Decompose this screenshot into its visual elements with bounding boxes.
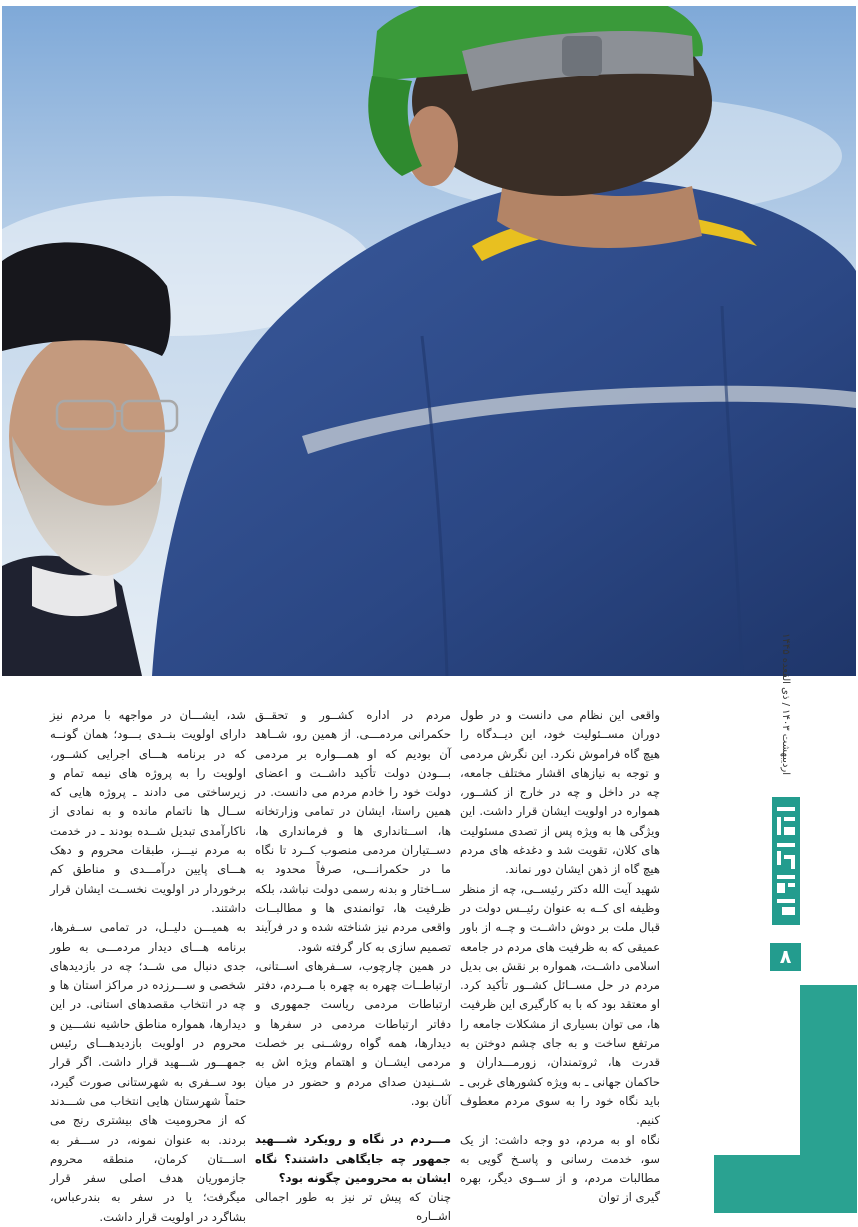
spacer xyxy=(255,1111,451,1130)
interview-question: مـــردم در نگاه و رویکرد شـــهید جمهور چه جایگاهی داشتند؟ نگاه ایشان به محرومین چگونه بود؟ xyxy=(255,1132,451,1185)
issue-date: اردیبهشت ۱۴۰۳ / ذی القعده ۱۴۴۵ xyxy=(780,633,791,775)
corner-decoration-horizontal xyxy=(714,1155,857,1213)
cover-photo xyxy=(2,6,856,676)
paragraph: مردم در اداره کشــور و تحقــق حکمرانی مردمـــی. از همین رو، شــاهد آن بودیم که او همـــواره بر مردمی بـــودن دولت تأکید داشــت و اعضای دولت خود را خادم مردم می دانست. در همین راستا، ایشان در تمامی وزارتخانه ها، اســتانداری ها و فرمانداری ها، دســتیاران مردمی منصوب کــرد تا نگاه ما در حکمرانـــی، صرفاً محدود به ســاختار و بدنه رسمی دولت نباشد، بلکه ظرفیت ها، توانمندی ها و مطالبــات واقعی مردم نیز شناخته شده و در فرآیند تصمیم سازی به کار گرفته شود. xyxy=(255,708,451,954)
paragraph: شد، ایشـــان در مواجهه با مردم نیز دارای اولویت بنــدی بـــود؛ همان گونــه که در برنامه هـــای اجرایی کشــور، اولویت را به پروژه های نیمه تمام و زیرساختی می دادند ـ پروژه هایی که ســال ها ناتمام مانده و به نمادی از ناکارآمدی تبدیل شــده بودند ـ در خدمت به مردم نیـــز، طبقات محروم و دهک هـــای پایین درآمـــدی و مناطق کم برخوردار در اولویت نخســت ایشان قرار داشتند. xyxy=(50,708,246,915)
paragraph: نگاه او به مردم، دو وجه داشت: از یک سو، خدمت رسانی و پاسـخ گویی به مطالبات مردم، و از ســوی دیگر، بهره گیری از توان xyxy=(460,1132,660,1205)
article-column-3 xyxy=(50,706,246,1227)
article-column-2 xyxy=(255,706,451,1227)
paragraph: چنان که پیش تر نیز به طور اجمالی اشــاره xyxy=(255,1190,451,1224)
paragraph: به همیـــن دلیــل، در تمامی ســفرها، برنامه هـــای دیدار مردمـــی به طور جدی دنبال می شــد؛ چه در بازدیدهای شخصی و ســـرزده در مراکز استان ها و چه در انتخاب مقصدهای استانی. در این دیدارها، همواره مناطق حاشیه نشـــین و محروم در اولویت بازدیدهـــای رئیس جمهـــور شـــهید قرار داشت. اگر قرار بود ســفری به شهرستانی صورت گیرد، حتماً شهرستان هایی انتخاب می شـــدند که از محرومیت های بیشتری رنج می بردند. به عنوان نمونه، در ســـفر به اســـتان کرمان، منطقه محروم جازموریان هدف اصلی سفر قرار میگرفت؛ یا در سفر به بندرعباس، بشاگرد در اولویت قرار داشت. xyxy=(50,920,246,1224)
article-column-1 xyxy=(460,706,660,1208)
photo-illustration xyxy=(2,6,856,676)
magazine-logo xyxy=(772,797,800,925)
paragraph: شهید آیت الله دکتر رئیســی، چه از منظر وظیفه ای کــه به عنوان رئیــس دولت در قبال ملت بر دوش داشــت و چــه از باور عمیقی که به ظرفیت های مردم در جامعه اسلامی داشــت، همواره بر نقش بی بدیل مردم در حل مســائل کشــور تأکید کرد. او معتقد بود که با به کارگیری این ظرفیت ها، می توان بسیاری از مشکلات جامعه را مرتفع ساخت و به جای چشم دوختن به قدرت ها، ثروتمندان، زورمـــداران و حاکمان جهانی ـ به ویژه کشورهای غربی ـ باید نگاه خود را به سوی مردم معطوف کنیم. xyxy=(460,881,660,1128)
paragraph: واقعی این نظام می دانست و در طول دوران مســئولیت خود، این دیــدگاه را هیچ گاه فراموش نکرد. این نگرش مردمی و توجه به نیازهای اقشار مختلف جامعه، چه در داخل و چه در خارج از کشــور، همواره در اولویت ایشان قرار داشت. این ویژگی ها به ویژه پس از تصدی مسئولیت های کلان، تقویت شد و دغدغه های مردم هیچ گاه از ذهن ایشان دور نماند. xyxy=(460,708,660,877)
paragraph: در همین چارچوب، ســفرهای اســتانی، ارتباطــات چهره به چهره با مــردم، دفتر ارتباطات مردمی ریاست جمهوری و دفاتر ارتباطات مردمی در سفرها و دیدارها، همه گواه روشــنی بر خصلت مردمی ایشــان و اهتمام ویژه اش به شــنیدن صدای مردم و حضور در میان آنان بود. xyxy=(255,958,451,1108)
page-number: ۸ xyxy=(770,943,801,971)
